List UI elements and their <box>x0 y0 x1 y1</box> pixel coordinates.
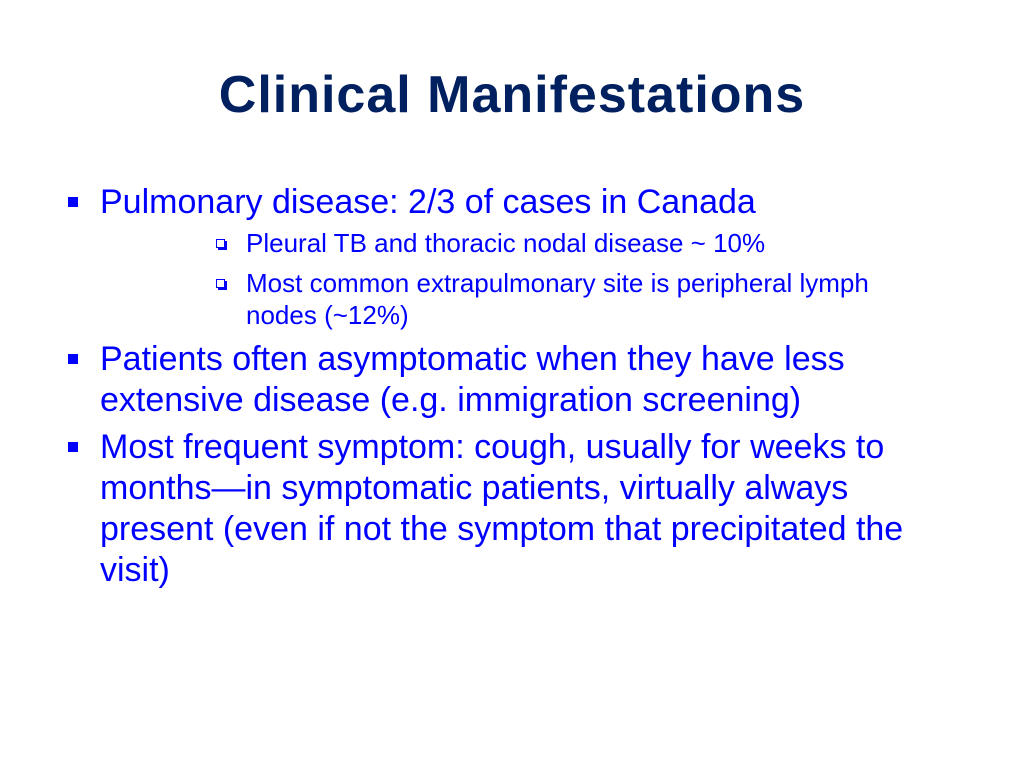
bullet-list <box>0 182 1024 597</box>
square-bullet-icon <box>68 197 78 207</box>
square-bullet-icon <box>68 354 78 364</box>
sub-bullet-item <box>100 267 984 331</box>
bullet-text: Most frequent symptom: cough, usually for weeks to months—in symptomatic patients, virtually always present (even if not the symptom that precipitated the visit) <box>100 428 904 589</box>
sub-bullet-list <box>100 227 984 331</box>
sub-bullet-text: Pleural TB and thoracic nodal disease ~ 10% <box>246 228 766 258</box>
hollow-square-bullet-icon <box>216 279 225 288</box>
bullet-item <box>0 339 1024 421</box>
slide-title: Clinical Manifestations <box>218 66 806 124</box>
hollow-square-bullet-icon <box>216 239 225 248</box>
bullet-item <box>0 182 1024 331</box>
bullet-text: Patients often asymptomatic when they have less extensive disease (e.g. immigration screening) <box>100 340 845 419</box>
sub-bullet-item <box>100 227 984 259</box>
sub-bullet-text: Most common extrapulmonary site is peripheral lymph nodes (~12%) <box>246 268 869 330</box>
bullet-item <box>0 427 1024 591</box>
bullet-text: Pulmonary disease: 2/3 of cases in Canada <box>100 183 756 221</box>
square-bullet-icon <box>68 442 78 452</box>
